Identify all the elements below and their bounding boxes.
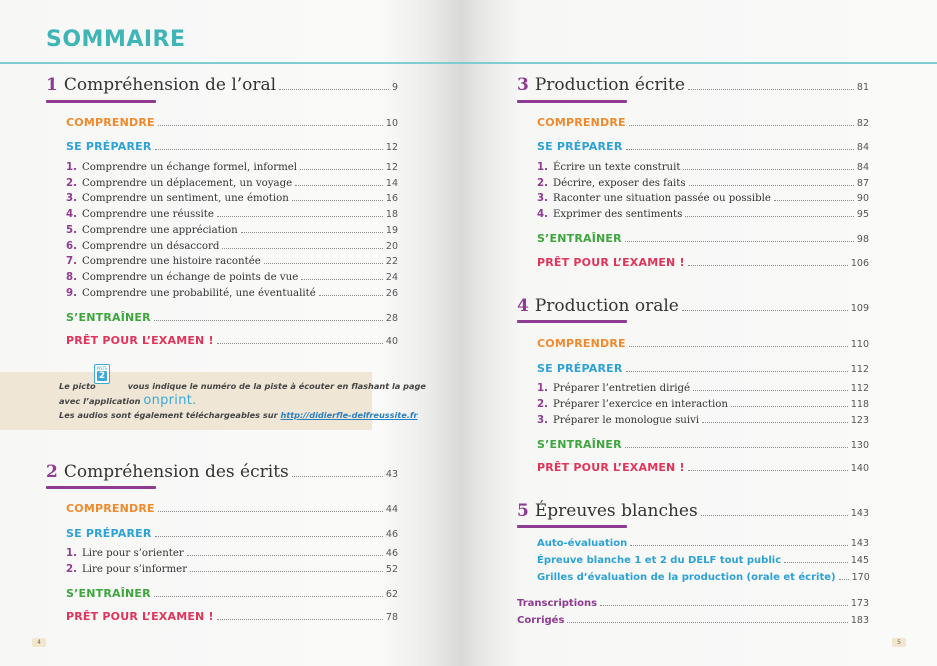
- page-number: 82: [856, 118, 869, 129]
- item-number: 5.: [66, 225, 77, 236]
- toc-se-preparer[interactable]: [537, 362, 869, 376]
- dot-leader: [264, 263, 383, 264]
- dot-leader: [689, 185, 854, 186]
- section-label: PRÊT POUR L’EXAMEN !: [66, 334, 214, 347]
- dot-leader: [301, 279, 383, 280]
- dot-leader: [567, 622, 847, 623]
- toc-item[interactable]: [66, 256, 398, 268]
- page-number: 20: [385, 241, 398, 252]
- dot-leader: [300, 169, 383, 170]
- toc-pret-examen[interactable]: [537, 461, 869, 475]
- chapter-title: Production orale: [534, 296, 679, 316]
- section-label: SE PRÉPARER: [537, 362, 623, 375]
- item-text: Lire pour s’informer: [81, 564, 188, 575]
- toc-exam-item[interactable]: [537, 555, 869, 567]
- toc-comprendre[interactable]: [537, 337, 869, 351]
- toc-item[interactable]: [537, 209, 869, 221]
- chapter-title: Épreuves blanches: [534, 501, 698, 521]
- dot-leader: [292, 476, 383, 477]
- toc-comprendre[interactable]: [66, 502, 398, 516]
- dot-leader: [702, 422, 848, 423]
- dot-leader: [295, 185, 383, 186]
- dot-leader: [682, 310, 848, 311]
- toc-exam-item[interactable]: [537, 572, 869, 584]
- page-number: 143: [850, 508, 869, 519]
- dot-leader: [626, 371, 848, 372]
- page-number: 118: [850, 399, 869, 410]
- dot-leader: [279, 89, 389, 90]
- item-text: Lire pour s’orienter: [81, 548, 184, 559]
- dot-leader: [625, 241, 854, 242]
- toc-item[interactable]: [537, 193, 869, 205]
- page-number: 98: [856, 234, 869, 245]
- chapter-number: 1: [46, 75, 58, 95]
- dot-leader: [629, 346, 848, 347]
- section-label: PRÊT POUR L’EXAMEN !: [537, 256, 685, 269]
- page-number: 18: [385, 209, 398, 220]
- page-number: 52: [385, 564, 398, 575]
- page-number: 24: [385, 272, 398, 283]
- item-number: 3.: [537, 193, 548, 204]
- toc-comprendre[interactable]: [537, 116, 869, 130]
- dot-leader: [217, 343, 383, 344]
- page-number: 19: [385, 225, 398, 236]
- chapter-4-heading[interactable]: [517, 296, 869, 316]
- item-text: Exprimer des sentiments: [552, 209, 683, 220]
- toc-item[interactable]: [537, 178, 869, 190]
- section-label: SE PRÉPARER: [66, 140, 152, 153]
- chapter-1-heading[interactable]: [46, 75, 398, 95]
- dot-leader: [629, 125, 854, 126]
- chapter-number: 2: [46, 462, 58, 482]
- dot-leader: [292, 200, 383, 201]
- page-number: 78: [385, 612, 398, 623]
- dot-leader: [688, 89, 854, 90]
- page-number: 95: [856, 209, 869, 220]
- item-text: Grilles d’évaluation de la production (orale et écrite): [537, 572, 836, 583]
- dot-leader: [217, 619, 383, 620]
- item-number: 3.: [66, 193, 77, 204]
- toc-item[interactable]: [66, 162, 398, 174]
- toc-pret-examen[interactable]: [66, 334, 398, 348]
- page-number: 143: [850, 538, 869, 549]
- page-number: 109: [850, 303, 869, 314]
- dot-leader: [154, 320, 383, 321]
- dot-leader: [625, 447, 848, 448]
- item-number: 1.: [537, 383, 548, 394]
- dot-leader: [626, 149, 854, 150]
- toc-sentrainer[interactable]: [537, 438, 869, 452]
- chapter-number: 4: [517, 296, 529, 316]
- section-label: PRÊT POUR L’EXAMEN !: [66, 610, 214, 623]
- item-text: Épreuve blanche 1 et 2 du DELF tout public: [537, 555, 782, 566]
- toc-sentrainer[interactable]: [66, 587, 398, 601]
- page-number: 26: [385, 288, 398, 299]
- dot-leader: [731, 406, 848, 407]
- page-number: 12: [385, 162, 398, 173]
- toc-item[interactable]: [537, 399, 869, 411]
- page-number: 112: [850, 383, 869, 394]
- section-label: COMPRENDRE: [66, 116, 155, 129]
- dot-leader: [154, 596, 383, 597]
- dot-leader: [187, 555, 383, 556]
- item-number: 1.: [66, 162, 77, 173]
- item-text: Transcriptions: [517, 598, 598, 609]
- dot-leader: [241, 232, 383, 233]
- onprint-logo: onprint.: [143, 393, 197, 408]
- dot-leader: [319, 295, 383, 296]
- note-line-1: Le picto vous indique le numéro de la piste à écouter en flashant la page: [59, 381, 426, 391]
- toc-item[interactable]: [66, 241, 398, 253]
- item-number: 2.: [66, 178, 77, 189]
- chapter-number: 3: [517, 75, 529, 95]
- toc-item[interactable]: [66, 288, 398, 300]
- page-number: 106: [850, 258, 869, 269]
- toc-sentrainer[interactable]: [537, 232, 869, 246]
- page-number: 44: [385, 504, 398, 515]
- item-number: 2.: [66, 564, 77, 575]
- page-number: 28: [385, 313, 398, 324]
- page-number: 140: [850, 463, 869, 474]
- dot-leader: [630, 545, 848, 546]
- toc-comprendre[interactable]: [66, 116, 398, 130]
- section-label: COMPRENDRE: [66, 502, 155, 515]
- page-number: 10: [385, 118, 398, 129]
- toc-item[interactable]: [66, 209, 398, 221]
- item-number: 6.: [66, 241, 77, 252]
- dot-leader: [685, 216, 854, 217]
- item-text: Comprendre un sentiment, une émotion: [81, 193, 289, 204]
- page-number: 110: [850, 339, 869, 350]
- chapter-5-heading[interactable]: [517, 501, 869, 521]
- toc-item[interactable]: [66, 193, 398, 205]
- item-text: Comprendre un échange formel, informel: [81, 162, 298, 173]
- section-label: SE PRÉPARER: [537, 140, 623, 153]
- page-number: 123: [850, 415, 869, 426]
- item-text: Préparer le monologue suivi: [552, 415, 700, 426]
- section-label: PRÊT POUR L’EXAMEN !: [537, 461, 685, 474]
- toc-pret-examen[interactable]: [66, 610, 398, 624]
- dot-leader: [217, 216, 383, 217]
- toc-item[interactable]: [66, 548, 398, 560]
- page-number: 84: [856, 162, 869, 173]
- page-number: 84: [856, 142, 869, 153]
- page-number: 16: [385, 193, 398, 204]
- toc-item[interactable]: [66, 178, 398, 190]
- dot-leader: [158, 511, 383, 512]
- page-folio-left: 4: [32, 638, 46, 647]
- toc-se-preparer[interactable]: [537, 140, 869, 154]
- item-text: Comprendre un échange de points de vue: [81, 272, 299, 283]
- dot-leader: [155, 149, 383, 150]
- item-text: Écrire un texte construit: [552, 162, 681, 173]
- item-text: Raconter une situation passée ou possible: [552, 193, 771, 204]
- item-number: 1.: [66, 548, 77, 559]
- section-label: S’ENTRAÎNER: [537, 232, 622, 245]
- chapter-2-heading[interactable]: [46, 462, 398, 482]
- dot-leader: [688, 265, 848, 266]
- section-label: COMPRENDRE: [537, 337, 626, 350]
- chapter-underline: [517, 100, 627, 103]
- item-text: Préparer l’entretien dirigé: [552, 383, 691, 394]
- toc-exam-item[interactable]: [537, 538, 869, 550]
- toc-item[interactable]: [66, 564, 398, 576]
- page-number: 87: [856, 178, 869, 189]
- chapter-3-heading[interactable]: [517, 75, 869, 95]
- note-line-2: avec l’application onprint.: [59, 393, 197, 408]
- title-rule: [0, 62, 937, 64]
- page-number: 130: [850, 440, 869, 451]
- section-label: SE PRÉPARER: [66, 527, 152, 540]
- dot-leader: [155, 536, 383, 537]
- page-number: 46: [385, 548, 398, 559]
- chapter-underline: [517, 525, 627, 528]
- audio-download-link[interactable]: http://didierfle-delfreussite.fr: [280, 410, 418, 420]
- chapter-underline: [46, 486, 156, 489]
- item-text: Préparer l’exercice en interaction: [552, 399, 728, 410]
- item-number: 7.: [66, 256, 77, 267]
- item-number: 4.: [537, 209, 548, 220]
- toc-transcriptions[interactable]: [517, 598, 869, 610]
- dot-leader: [190, 571, 383, 572]
- item-text: Comprendre une probabilité, une éventualité: [81, 288, 316, 299]
- page-number: 81: [856, 82, 869, 93]
- page-number: 12: [385, 142, 398, 153]
- dot-leader: [688, 470, 848, 471]
- item-text: Comprendre un désaccord: [81, 241, 220, 252]
- page-number: 90: [856, 193, 869, 204]
- chapter-title: Production écrite: [534, 75, 685, 95]
- dot-leader: [693, 390, 848, 391]
- dot-leader: [158, 125, 383, 126]
- item-number: 3.: [537, 415, 548, 426]
- chapter-number: 5: [517, 501, 529, 521]
- item-number: 9.: [66, 288, 77, 299]
- item-text: Comprendre une histoire racontée: [81, 256, 261, 267]
- item-text: Auto-évaluation: [537, 538, 628, 549]
- page-number: 22: [385, 256, 398, 267]
- page-number: 62: [385, 589, 398, 600]
- section-label: S’ENTRAÎNER: [66, 587, 151, 600]
- toc-se-preparer[interactable]: [66, 140, 398, 154]
- toc-item[interactable]: [66, 225, 398, 237]
- toc-pret-examen[interactable]: [537, 256, 869, 270]
- chapter-title: Compréhension de l’oral: [63, 75, 277, 95]
- toc-corriges[interactable]: [517, 615, 869, 627]
- note-line-3: Les audios sont également téléchargeables sur http://didierfle-delfreussite.fr: [59, 410, 418, 420]
- item-number: 4.: [66, 209, 77, 220]
- page-number: 173: [850, 598, 869, 609]
- toc-item[interactable]: [537, 415, 869, 427]
- chapter-title: Compréhension des écrits: [63, 462, 289, 482]
- toc-se-preparer[interactable]: [66, 527, 398, 541]
- page-number: 9: [391, 82, 398, 93]
- toc-item[interactable]: [66, 272, 398, 284]
- audio-track-icon: PISTE 2: [94, 364, 110, 384]
- page-number: 43: [385, 469, 398, 480]
- toc-sentrainer[interactable]: [66, 311, 398, 325]
- dot-leader: [222, 248, 383, 249]
- dot-leader: [774, 200, 854, 201]
- dot-leader: [600, 605, 848, 606]
- item-number: 2.: [537, 178, 548, 189]
- page-number: 112: [850, 364, 869, 375]
- dot-leader: [839, 579, 849, 580]
- section-label: S’ENTRAÎNER: [537, 438, 622, 451]
- item-text: Corrigés: [517, 615, 565, 626]
- item-number: 8.: [66, 272, 77, 283]
- toc-item[interactable]: [537, 383, 869, 395]
- item-number: 1.: [537, 162, 548, 173]
- page-title: SOMMAIRE: [46, 27, 186, 52]
- page-number: 46: [385, 529, 398, 540]
- section-label: S’ENTRAÎNER: [66, 311, 151, 324]
- item-text: Comprendre une appréciation: [81, 225, 238, 236]
- item-text: Comprendre une réussite: [81, 209, 214, 220]
- dot-leader: [701, 515, 848, 516]
- chapter-underline: [46, 100, 156, 103]
- dot-leader: [784, 562, 848, 563]
- page-number: 183: [850, 615, 869, 626]
- toc-item[interactable]: [537, 162, 869, 174]
- page-number: 145: [850, 555, 869, 566]
- item-text: Comprendre un déplacement, un voyage: [81, 178, 293, 189]
- item-text: Décrire, exposer des faits: [552, 178, 686, 189]
- page-number: 170: [851, 572, 870, 583]
- dot-leader: [683, 169, 853, 170]
- item-number: 2.: [537, 399, 548, 410]
- chapter-underline: [517, 320, 627, 323]
- page-number: 40: [385, 336, 398, 347]
- section-label: COMPRENDRE: [537, 116, 626, 129]
- page-number: 14: [385, 178, 398, 189]
- page-folio-right: 5: [892, 638, 906, 647]
